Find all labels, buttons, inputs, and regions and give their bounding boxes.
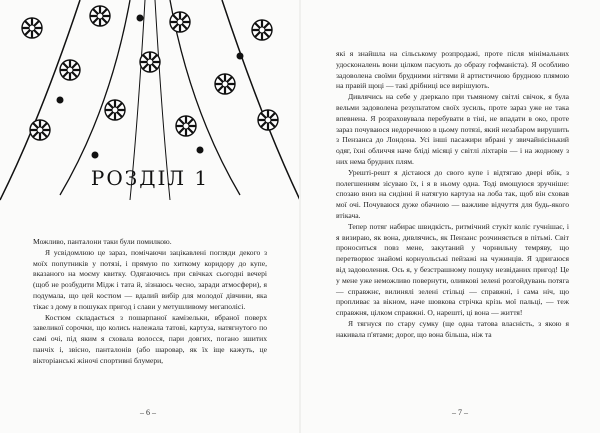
ornament-dot-icon xyxy=(137,15,144,22)
chapter-title: РОЗДІЛ 1 xyxy=(90,166,210,190)
ornament-star-icon xyxy=(170,12,190,32)
ornament-dot-icon xyxy=(197,147,204,154)
paragraph: Костюм складається з пошарпаної камізельки, вбраної поверх завеликої сорочки, що колись належала татові, картуза, натягнутого по самі очі, під яким я сховала волосся, пари довгих, погано зшитих панчіх і, звісно, панталонів (або шаровар, як їх іще кажуть, це вікторіанські жіночі спортивні блумери, xyxy=(33,312,267,365)
ornament-star-icon xyxy=(90,6,110,26)
paragraph: які я знайшла на сільському розпродажі, проте після мінімальних удосконалень вони цілком пасують до образу гофманіста). Я особливо задоволена своїми брудними нігтями й артистичною брудною плямою на правій щоці — такі дрібниці все вирішують. xyxy=(336,49,569,91)
ornament-star-icon xyxy=(22,18,42,38)
ornament-star-icon xyxy=(105,100,125,120)
page-number-left: – 6 – xyxy=(140,408,156,417)
paragraph: Можливо, панталони таки були помилкою. xyxy=(33,237,172,246)
ornament-dot-icon xyxy=(57,97,64,104)
ornament-star-icon xyxy=(30,120,50,140)
right-page-text xyxy=(336,49,569,341)
ornament-dot-icon xyxy=(237,53,244,60)
ornament-star-icon xyxy=(258,110,278,130)
paragraph: Дивлячись на себе у дзеркало при тьмяному світлі свічок, я була вельми задоволена результатом своїх зусиль, проте зараз уже не така впевнена. Я розраховувала перебувати в тіні, не впадати в око, проте зараз почуваюся недоречною в цьому потязі, який незабаром вирушить з Пензанса до Лондона. Усі інші пасажири вбрані у звичайнісінький одяг, їхні обличчя наче бліді місяці у світлі ліхтарів — і на жодному з них нема брудних плям. xyxy=(336,92,569,166)
paragraph: Тепер потяг набирає швидкість, ритмічний стукіт коліс гучнішає, і я визираю, як вона, дивлячись, як Пензанс розчиняється в пітьмі. Світ проноситься повз мене, закутаний у чорнильну темряву, що перетворює знайомі корнуольські пейзажі на чужинців. Я здригаюся від задоволення. Ось я, у безстрашному пошуку незвіданих пригод! Це у мене уже неможливо повернути, оливкові зелені розгойдувань потяга — справжнє, вилинялі зелені стільці — справжні, і сама ніч, що пропливає за вікном, наче шовкова стрічка крізь мої пальці, — теж справжня, цілком справжні. О, нарешті, ці вона — життя! xyxy=(336,221,569,318)
ornament-star-icon xyxy=(140,52,160,72)
left-page-text xyxy=(33,237,267,367)
ornament-star-icon xyxy=(215,74,235,94)
paragraph: Я усвідомлюю це зараз, помічаючи зацікавлені погляди декого з моїх попутників у потязі, і прямую по хиткому коридору до купе, вказаного на моєму квитку. Одягаючись при свічках сьогодні вечері (щоб не розбудити Мідж і тата й, зізнаюсь чесно, заради атмосфери), я подумала, що цей костюм — вдалий вибір для молодої дівчини, яка тікає з дому в пошуках пригод і слави у метушливому мегаполісі. xyxy=(33,247,267,311)
page-number-right: – 7 – xyxy=(452,408,468,417)
ornament-star-icon xyxy=(176,116,196,136)
ornament-star-icon xyxy=(60,60,80,80)
ornament-star-icon xyxy=(252,20,272,40)
paragraph: Я тягнуся по стару сумку (ще одна татова власність, з якою я накивала п'ятами; дорог, що вона більша, ніж та xyxy=(336,318,569,339)
paragraph: Урешті-решт я дістаюся до свого купе і відтягаю двері вбік, з полегшенням зісуваю їх, і я в ньому одна. Тоді вмощуюся зручніше: спозаю вниз на сидінні й натягую картуза на лоба так, щоб він сховав мої очі. Почуваюся дуже обачною — важливе відчуття для будь-якого втікача. xyxy=(336,167,569,220)
ornament-dot-icon xyxy=(92,152,99,159)
